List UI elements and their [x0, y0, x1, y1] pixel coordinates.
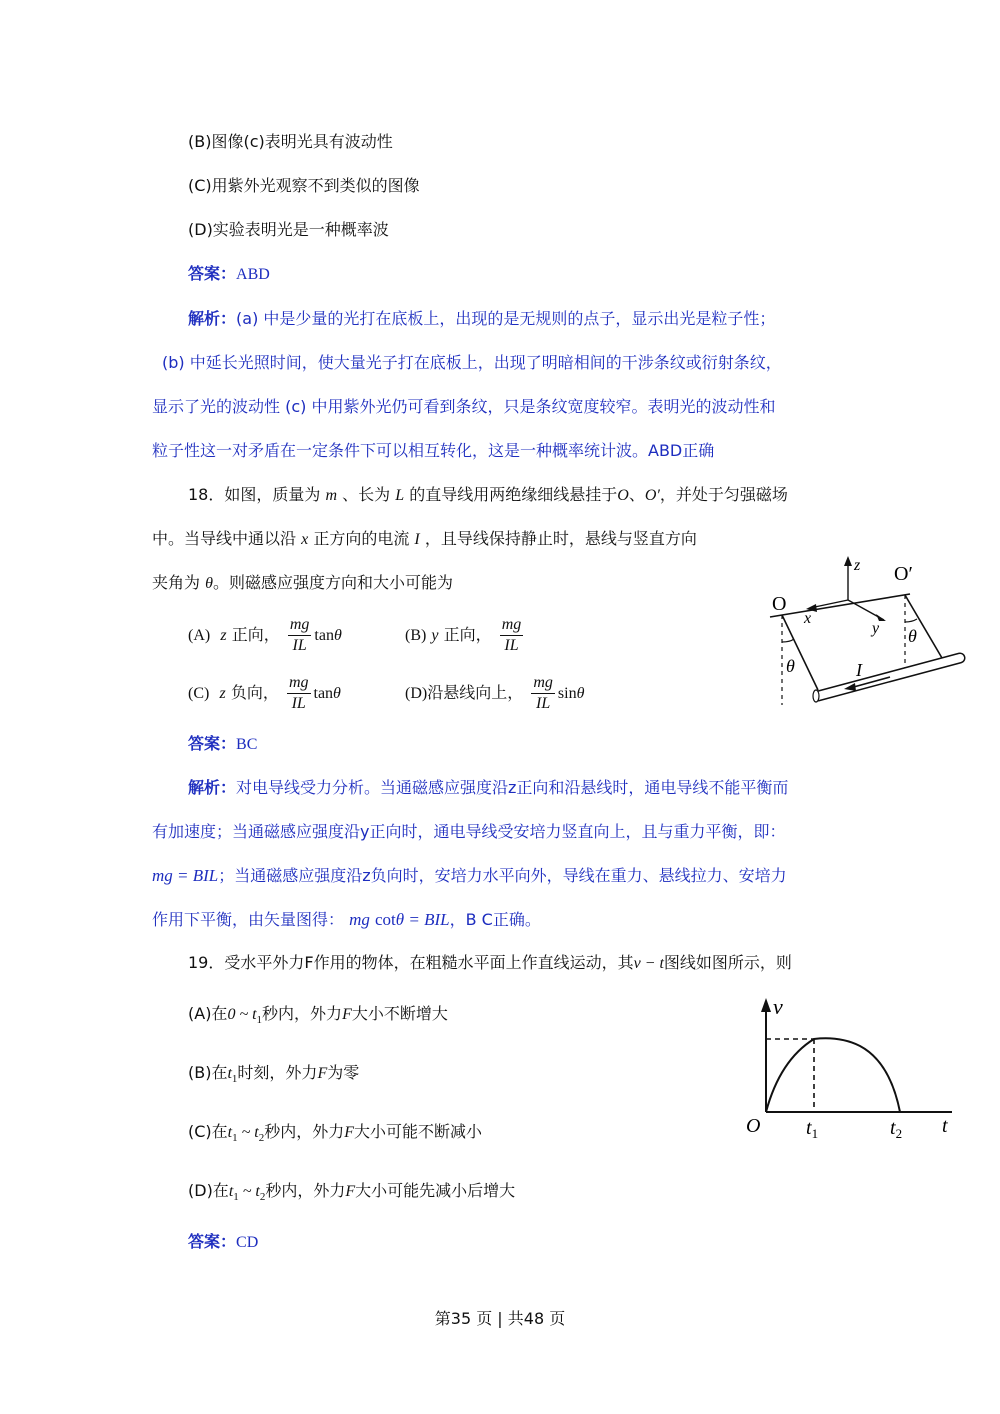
- option-text: 为零: [327, 1063, 360, 1082]
- func-sin: sin: [557, 685, 577, 702]
- range: ~ t: [238, 1183, 260, 1200]
- var-F: F: [345, 1183, 356, 1200]
- q19-option-b: [188, 1062, 359, 1090]
- wire-rod-end: [813, 690, 819, 702]
- q19-option-a: [188, 1003, 448, 1031]
- option-text: 负向，: [230, 683, 279, 702]
- stem-text: 19．受水平外力F作用的物体，在粗糙水平面上作直线运动，其: [188, 953, 634, 972]
- var-x: x: [301, 531, 309, 548]
- var-theta: θ: [576, 685, 585, 702]
- fig-label-y: y: [872, 620, 880, 637]
- z-axis-arrow: [844, 556, 852, 566]
- answer-label: 答案：: [188, 734, 237, 753]
- q18-analysis-line-2: 有加速度；当通磁感应强度沿y正向时，通电导线受安培力竖直向上，且与重力平衡，即：: [152, 822, 786, 841]
- option-text: 时刻，外力: [237, 1063, 318, 1082]
- subscript: 1: [256, 1014, 263, 1027]
- var-t: t: [227, 1124, 233, 1141]
- angle-arc-left: [782, 639, 794, 642]
- q17-option-c: (C)用紫外光观察不到类似的图像: [188, 176, 420, 195]
- var-m: m: [325, 487, 338, 504]
- option-label: (A): [188, 627, 211, 644]
- q18-wire-figure: [760, 550, 970, 710]
- stem-text: ，且导线保持静止时，悬线与竖直方向: [424, 529, 697, 548]
- denominator: IL: [535, 695, 551, 712]
- stem-text: 正方向的电流: [313, 529, 410, 548]
- q17-analysis-line-1: [188, 308, 775, 330]
- stem-text: 夹角为: [152, 573, 201, 592]
- var-I: I: [414, 531, 420, 548]
- analysis-text: (a) 中是少量的光打在底板上，出现的是无规则的点子，显示出光是粒子性；: [236, 309, 776, 328]
- q17-analysis-line-4: 粒子性这一对矛盾在一定条件下可以相互转化，这是一种概率统计波。ABD正确: [152, 441, 715, 460]
- stem-text: 、: [628, 485, 645, 504]
- numerator: mg: [288, 615, 312, 636]
- numerator: mg: [287, 673, 311, 694]
- q18-analysis-line-1: [188, 777, 788, 799]
- fig-label-v: v: [773, 994, 783, 1019]
- subscript: 1: [231, 1073, 238, 1086]
- range: 0 ~ t: [227, 1006, 257, 1023]
- analysis-text: ；当通磁感应强度沿z负向时，安培力水平向外，导线在重力、悬线拉力、安培力: [218, 866, 787, 885]
- var-t: t: [227, 1065, 232, 1082]
- analysis-text: 作用下平衡，由矢量图得：: [152, 910, 345, 929]
- var-theta: θ: [333, 627, 342, 644]
- top-bar-line: [770, 594, 910, 617]
- answer-value: CD: [236, 1234, 259, 1251]
- analysis-label: 解析：: [188, 778, 237, 797]
- v-axis-arrow: [761, 998, 771, 1012]
- fig-label-t1: $t_1$: [806, 1117, 819, 1140]
- angle-arc-right: [905, 619, 917, 622]
- q18-option-d: [405, 672, 584, 715]
- answer-label: 答案：: [188, 264, 237, 283]
- option-text: 正向，: [443, 625, 492, 644]
- q18-analysis-line-3: [152, 865, 787, 887]
- fraction: [287, 673, 311, 714]
- var-y: y: [431, 627, 439, 644]
- numerator: mg: [500, 615, 524, 636]
- stem-text: 、长为: [342, 485, 391, 504]
- option-text: (C)在: [188, 1122, 228, 1141]
- equation-part: mg: [349, 910, 370, 929]
- q17-answer: [188, 263, 270, 286]
- q19-vt-graph: [740, 990, 960, 1140]
- q17-option-b: (B)图像(c)表明光具有波动性: [188, 132, 393, 151]
- option-text: 大小可能先减小后增大: [355, 1181, 516, 1200]
- option-label: (B): [405, 627, 427, 644]
- stem-text: 的直导线用两绝缘细线悬挂于: [409, 485, 618, 504]
- q18-option-b: [405, 614, 526, 657]
- fig-label-O-prime: O′: [894, 563, 913, 585]
- analysis-label: 解析：: [188, 309, 237, 328]
- answer-value: BC: [236, 736, 258, 753]
- answer-value: ABD: [236, 266, 270, 283]
- equation-mg-bil: mg = BIL: [152, 866, 219, 885]
- fig-label-theta-left: θ: [786, 656, 795, 676]
- q18-stem-line-1: [188, 484, 788, 507]
- option-text: 秒内，外力: [262, 1004, 343, 1023]
- denominator: IL: [291, 695, 306, 712]
- func-tan: tan: [313, 685, 334, 702]
- fraction: [531, 673, 555, 714]
- q18-answer: [188, 733, 257, 756]
- fig-label-x: x: [804, 610, 812, 627]
- fig-label-O: O: [746, 1115, 761, 1137]
- var-F: F: [342, 1006, 352, 1023]
- func-tan: tan: [314, 627, 334, 644]
- subscript: 1: [233, 1191, 239, 1204]
- option-text: (A)在: [188, 1004, 228, 1023]
- stem-text: 图线如图所示，则: [663, 953, 792, 972]
- fig-label-I: I: [856, 660, 862, 680]
- option-label: (C): [188, 685, 210, 702]
- denominator: IL: [292, 637, 307, 654]
- vt-curve: [766, 1038, 900, 1112]
- fig-label-t2: $t_2$: [890, 1117, 903, 1140]
- option-text: 大小不断增大: [351, 1004, 448, 1023]
- q17-analysis-line-2: (b) 中延长光照时间，使大量光子打在底板上，出现了明暗相间的干涉条纹或衍射条纹，: [162, 353, 782, 372]
- q19-option-c: [188, 1121, 482, 1149]
- stem-text: 中。当导线中通以沿: [152, 529, 297, 548]
- fig-label-O: O: [772, 593, 787, 615]
- q18-option-c: [188, 672, 341, 715]
- fraction: [500, 615, 524, 656]
- option-text: 秒内，外力: [265, 1181, 346, 1200]
- var-v-t: v − t: [633, 955, 664, 972]
- denominator: IL: [504, 637, 519, 654]
- var-O: O: [617, 487, 629, 504]
- analysis-text: ，B C正确。: [449, 910, 541, 929]
- var-z: z: [220, 627, 227, 644]
- thread-left: [782, 615, 818, 690]
- q18-stem-line-2: [152, 528, 697, 551]
- subscript: 1: [232, 1132, 238, 1145]
- q18-stem-line-3: [152, 572, 453, 595]
- stem-text: 。则磁感应强度方向和大小可能为: [212, 573, 453, 592]
- stem-text: ，并处于匀强磁场: [659, 485, 788, 504]
- q18-option-a: [188, 614, 342, 657]
- q17-option-d: (D)实验表明光是一种概率波: [188, 220, 389, 239]
- subscript: 2: [259, 1191, 266, 1204]
- option-text: 沿悬线向上，: [427, 683, 524, 702]
- subscript: 2: [258, 1132, 265, 1145]
- q19-option-d: [188, 1180, 515, 1208]
- var-theta: θ: [333, 685, 341, 702]
- var-z: z: [219, 685, 226, 702]
- equation-part: θ = BIL: [395, 910, 450, 929]
- option-text: (B)在: [188, 1063, 228, 1082]
- var-F: F: [317, 1065, 328, 1082]
- range: ~ t: [237, 1124, 259, 1141]
- stem-text: 18．如图，质量为: [188, 485, 321, 504]
- var-O-prime: O′: [644, 487, 660, 504]
- q19-stem: [188, 952, 792, 975]
- fraction: [288, 615, 312, 656]
- option-label: (D): [405, 685, 428, 702]
- analysis-text: 对电导线受力分析。当通磁感应强度沿z正向和沿悬线时，通电导线不能平衡而: [236, 778, 789, 797]
- var-t: t: [228, 1183, 234, 1200]
- q18-analysis-line-4: [152, 909, 541, 931]
- option-text: (D)在: [188, 1181, 229, 1200]
- q19-answer: [188, 1231, 258, 1254]
- fig-label-theta-right: θ: [908, 626, 917, 646]
- option-text: 正向，: [231, 625, 280, 644]
- page-footer: 第35 页 | 共48 页: [434, 1309, 566, 1328]
- var-theta: θ: [205, 575, 213, 592]
- var-L: L: [395, 487, 405, 504]
- fig-label-t: t: [942, 1115, 948, 1137]
- option-text: 大小可能不断减小: [354, 1122, 483, 1141]
- answer-label: 答案：: [188, 1232, 237, 1251]
- numerator: mg: [531, 673, 555, 694]
- func-cot: cot: [374, 910, 396, 929]
- fig-label-z: z: [854, 557, 861, 574]
- q17-analysis-line-3: 显示了光的波动性 (c) 中用紫外光仍可看到条纹，只是条纹宽度较窄。表明光的波动性和: [152, 397, 776, 416]
- var-F: F: [344, 1124, 355, 1141]
- option-text: 秒内，外力: [264, 1122, 345, 1141]
